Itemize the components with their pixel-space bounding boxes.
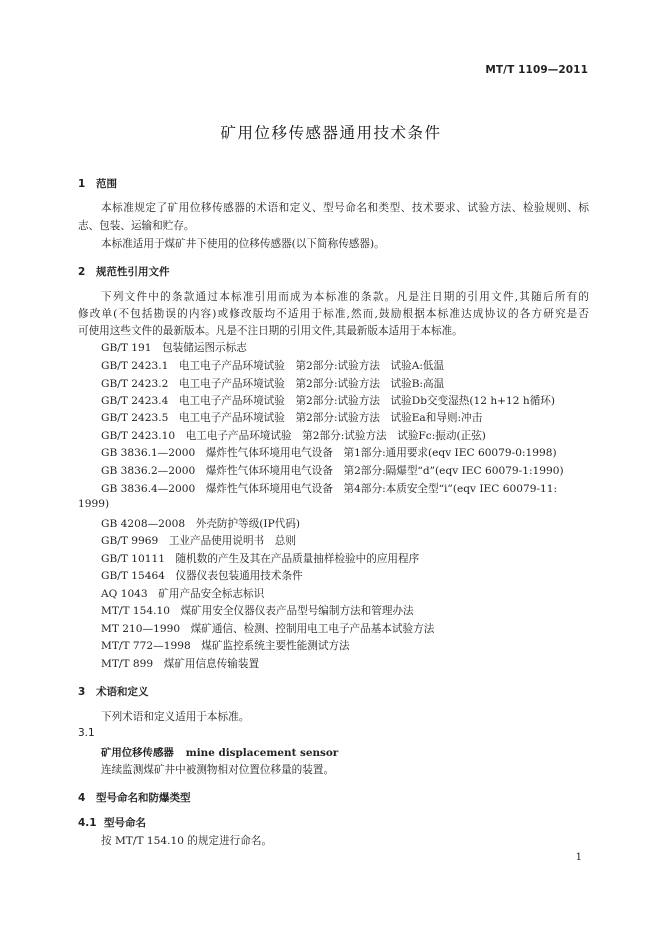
reference-item — [101, 551, 419, 566]
reference-code: GB/T 9969 — [101, 535, 159, 547]
reference-item — [101, 376, 444, 391]
reference-title: 外壳防护等级(IP代码) — [195, 518, 301, 530]
reference-code: MT/T 772—1998 — [101, 640, 191, 652]
reference-title: 煤矿用信息传输装置 — [163, 658, 260, 670]
section-2-title: 规范性引用文件 — [96, 266, 170, 278]
reference-item — [101, 463, 564, 478]
section-1-paragraph-1-line-1: 本标准规定了矿用位移传感器的术语和定义、型号命名和类型、技术要求、试验方法、检验规则、标 — [101, 202, 589, 214]
reference-title: 随机数的产生及其在产品质量抽样检验中的应用程序 — [175, 553, 420, 565]
reference-item — [101, 358, 444, 373]
section-2-number: 2 — [78, 266, 86, 278]
reference-item — [101, 638, 350, 653]
section-3-number: 3 — [78, 686, 86, 698]
reference-item — [101, 603, 414, 618]
reference-title: 电工电子产品环境试验 第2部分:试验方法 试验B:高温 — [178, 378, 445, 390]
reference-code: GB/T 15464 — [101, 570, 165, 582]
reference-item — [101, 340, 247, 355]
subsection-4-1-heading — [78, 815, 146, 830]
reference-code: GB/T 2423.2 — [101, 378, 169, 390]
reference-item — [101, 410, 482, 425]
term-entry — [101, 744, 338, 759]
reference-title: 煤矿监控系统主要性能测试方法 — [201, 640, 350, 652]
reference-code: GB/T 2423.5 — [101, 412, 169, 424]
subsection-4-1-number: 4.1 — [78, 817, 97, 829]
reference-code: GB/T 2423.10 — [101, 430, 176, 442]
reference-code: GB/T 2423.1 — [101, 360, 169, 372]
reference-continuation: 1999) — [78, 498, 110, 510]
section-1-heading — [78, 176, 117, 191]
reference-title: 煤矿通信、检测、控制用电工电子产品基本试验方法 — [190, 623, 435, 635]
reference-title: 爆炸性气体环境用电气设备 第4部分:本质安全型“i”(eqv IEC 60079-11: — [205, 483, 558, 495]
reference-code: MT/T 154.10 — [101, 605, 170, 617]
section-2-paragraph-line-2: 修改单(不包括勘误的内容)或修改版均不适用于标准,然而,鼓励根据本标准达成协议的各方研究是否 — [78, 308, 589, 320]
reference-code: GB/T 10111 — [101, 553, 165, 565]
reference-code: AQ 1043 — [101, 588, 148, 600]
section-3-paragraph: 下列术语和定义适用于本标准。 — [101, 711, 250, 723]
reference-code: GB 3836.1—2000 — [101, 447, 196, 459]
section-4-number: 4 — [78, 792, 86, 804]
reference-title: 煤矿用安全仪器仪表产品型号编制方法和管理办法 — [180, 605, 414, 617]
reference-item — [101, 445, 557, 460]
reference-item — [101, 656, 259, 671]
reference-title: 电工电子产品环境试验 第2部分:试验方法 试验Ea和导则:冲击 — [178, 412, 483, 424]
document-number: MT/T 1109—2011 — [485, 64, 588, 76]
reference-item — [101, 481, 557, 496]
section-1-paragraph-1-line-2: 志、包装、运输和贮存。 — [78, 220, 195, 232]
reference-title: 矿用产品安全标志标识 — [158, 588, 265, 600]
reference-code: GB 4208—2008 — [101, 518, 186, 530]
reference-title: 电工电子产品环境试验 第2部分:试验方法 试验Db交变湿热(12 h+12 h循环) — [178, 395, 556, 407]
reference-title: 电工电子产品环境试验 第2部分:试验方法 试验Fc:振动(正弦) — [185, 430, 486, 442]
reference-code: GB 3836.4—2000 — [101, 483, 196, 495]
section-2-heading — [78, 264, 170, 279]
section-3-heading — [78, 684, 149, 699]
reference-item — [101, 516, 300, 531]
section-2-paragraph-line-1: 下列文件中的条款通过本标准引用而成为本标准的条款。凡是注日期的引用文件,其随后所有的 — [101, 291, 589, 303]
reference-item — [101, 621, 434, 636]
reference-title: 爆炸性气体环境用电气设备 第2部分:隔爆型“d”(eqv IEC 60079-1:1990) — [205, 465, 564, 477]
subsection-4-1-title: 型号命名 — [104, 817, 146, 829]
reference-code: MT/T 899 — [101, 658, 154, 670]
section-1-paragraph-2: 本标准适用于煤矿井下使用的位移传感器(以下简称传感器)。 — [101, 238, 385, 250]
reference-title: 工业产品使用说明书 总则 — [168, 535, 296, 547]
reference-item — [101, 586, 264, 601]
section-1-number: 1 — [78, 178, 86, 190]
reference-item — [101, 428, 486, 443]
subsection-4-1-paragraph: 按 MT/T 154.10 的规定进行命名。 — [101, 835, 273, 847]
reference-item — [101, 533, 296, 548]
reference-code: GB/T 2423.4 — [101, 395, 169, 407]
document-title: 矿用位移传感器通用技术条件 — [220, 124, 442, 142]
reference-title: 包装储运图示标志 — [162, 342, 247, 354]
reference-title: 爆炸性气体环境用电气设备 第1部分:通用要求(eqv IEC 60079-0:1998) — [205, 447, 557, 459]
section-4-title: 型号命名和防爆类型 — [96, 792, 191, 804]
term-definition: 连续监测煤矿井中被测物相对位置位移量的装置。 — [101, 764, 335, 776]
term-english: mine displacement sensor — [185, 747, 339, 759]
section-1-title: 范围 — [96, 178, 117, 190]
reference-code: GB 3836.2—2000 — [101, 465, 196, 477]
reference-title: 仪器仪表包装通用技术条件 — [175, 570, 303, 582]
section-4-heading — [78, 790, 191, 805]
reference-code: GB/T 191 — [101, 342, 152, 354]
page-number: 1 — [575, 852, 582, 863]
section-3-title: 术语和定义 — [96, 686, 149, 698]
section-2-paragraph-line-3: 可使用这些文件的最新版本。凡是不注日期的引用文件,其最新版本适用于本标准。 — [78, 325, 463, 337]
reference-item — [101, 393, 555, 408]
subsection-3-1-number: 3.1 — [78, 727, 95, 739]
reference-item — [101, 568, 303, 583]
term-chinese: 矿用位移传感器 — [101, 747, 174, 759]
reference-title: 电工电子产品环境试验 第2部分:试验方法 试验A:低温 — [178, 360, 445, 372]
reference-code: MT 210—1990 — [101, 623, 181, 635]
